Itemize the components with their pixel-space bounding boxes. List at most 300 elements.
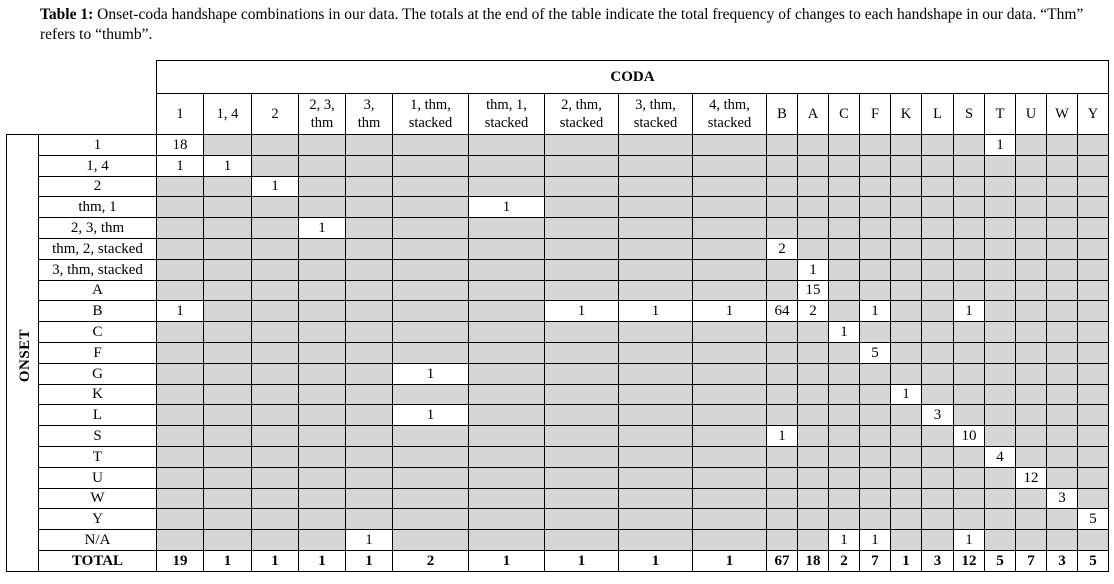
table-cell — [299, 197, 346, 218]
table-cell — [1016, 488, 1047, 509]
table-cell — [157, 509, 204, 530]
table-cell — [204, 301, 252, 322]
row-label: thm, 2, stacked — [39, 238, 157, 259]
table-cell — [204, 446, 252, 467]
table-cell — [798, 509, 829, 530]
table-cell — [891, 238, 922, 259]
table-cell — [693, 405, 767, 426]
table-cell — [1016, 446, 1047, 467]
table-cell — [346, 446, 393, 467]
table-cell — [693, 259, 767, 280]
table-cell — [798, 342, 829, 363]
table-cell — [1016, 301, 1047, 322]
table-cell — [985, 384, 1016, 405]
table-cell — [1047, 197, 1078, 218]
table-cell — [922, 280, 954, 301]
table-cell — [469, 426, 545, 447]
caption-text: Onset-coda handshape combinations in our data. The totals at the end of the table indicate the total frequency of changes to each handshape in our data. “Thm” refers to “thumb”. — [40, 6, 1084, 43]
table-cell — [393, 155, 469, 176]
table-cell — [693, 238, 767, 259]
table-cell — [1016, 155, 1047, 176]
table-cell — [1078, 342, 1109, 363]
table-cell — [1047, 238, 1078, 259]
column-header-line: 3, — [363, 97, 375, 113]
table-cell — [469, 405, 545, 426]
table-cell — [693, 176, 767, 197]
table-cell — [798, 363, 829, 384]
table-cell — [693, 488, 767, 509]
table-cell — [922, 426, 954, 447]
table-cell — [346, 363, 393, 384]
table-cell — [985, 530, 1016, 551]
table-cell — [393, 509, 469, 530]
column-header-line: F — [870, 106, 880, 122]
table-cell — [299, 446, 346, 467]
table-cell — [985, 301, 1016, 322]
column-header-line: 1, 4 — [216, 106, 239, 122]
table-cell — [693, 322, 767, 343]
table-cell — [829, 509, 860, 530]
table-cell — [346, 488, 393, 509]
table-cell: 15 — [798, 280, 829, 301]
table-cell: 1 — [954, 301, 985, 322]
column-header — [299, 94, 346, 135]
table-cell — [157, 467, 204, 488]
table-cell — [619, 259, 693, 280]
table-cell — [922, 467, 954, 488]
total-cell: 1 — [346, 550, 393, 571]
table-cell — [767, 405, 798, 426]
column-header — [393, 94, 469, 135]
table-cell — [545, 135, 619, 156]
table-cell — [252, 384, 299, 405]
table-cell — [829, 301, 860, 322]
total-cell: 1 — [693, 550, 767, 571]
table-cell — [204, 530, 252, 551]
table-cell — [860, 384, 891, 405]
table-cell — [157, 384, 204, 405]
column-header — [985, 94, 1016, 135]
row-label: A — [39, 280, 157, 301]
table-cell — [1016, 363, 1047, 384]
table-cell — [798, 322, 829, 343]
table-cell — [299, 426, 346, 447]
table-cell — [545, 488, 619, 509]
table-cell: 18 — [157, 135, 204, 156]
total-cell: 1 — [299, 550, 346, 571]
table-cell — [204, 384, 252, 405]
table-cell — [299, 488, 346, 509]
table-cell — [954, 342, 985, 363]
table-cell — [891, 467, 922, 488]
table-cell — [1016, 259, 1047, 280]
table-cell — [299, 342, 346, 363]
table-cell — [204, 259, 252, 280]
table-cell — [619, 384, 693, 405]
table-cell — [1016, 426, 1047, 447]
table-cell — [829, 363, 860, 384]
table-cell — [1016, 218, 1047, 239]
table-cell — [1016, 405, 1047, 426]
table-cell — [891, 342, 922, 363]
table-cell — [798, 176, 829, 197]
table-cell — [157, 342, 204, 363]
table-cell — [346, 322, 393, 343]
table-cell — [767, 488, 798, 509]
table-cell — [954, 446, 985, 467]
table-cell — [619, 446, 693, 467]
column-header-line: stacked — [633, 115, 678, 131]
column-header-line: stacked — [707, 115, 752, 131]
table-cell — [693, 467, 767, 488]
table-cell — [767, 197, 798, 218]
table-cell — [1078, 280, 1109, 301]
table-cell — [299, 280, 346, 301]
column-header-row — [7, 94, 1109, 135]
table-cell — [693, 135, 767, 156]
table-cell: 5 — [860, 342, 891, 363]
table-cell — [393, 446, 469, 467]
table-cell — [346, 509, 393, 530]
table-cell — [829, 135, 860, 156]
table-cell: 64 — [767, 301, 798, 322]
table-cell — [545, 405, 619, 426]
table-cell — [252, 509, 299, 530]
table-cell — [1047, 218, 1078, 239]
column-header — [860, 94, 891, 135]
column-header-line: stacked — [408, 115, 453, 131]
table-cell — [985, 363, 1016, 384]
table-cell — [985, 155, 1016, 176]
table-cell — [252, 280, 299, 301]
table-cell — [299, 384, 346, 405]
table-cell — [860, 135, 891, 156]
total-cell: 7 — [860, 550, 891, 571]
table-cell — [954, 322, 985, 343]
table-cell — [469, 342, 545, 363]
table-cell: 1 — [204, 155, 252, 176]
column-header-line: A — [807, 106, 819, 122]
table-cell — [922, 446, 954, 467]
row-label: U — [39, 467, 157, 488]
table-cell — [252, 259, 299, 280]
coda-title: CODA — [157, 61, 1109, 94]
table-cell — [954, 135, 985, 156]
coda-title-row — [7, 61, 1109, 94]
table-cell — [393, 426, 469, 447]
table-cell — [393, 342, 469, 363]
table-cell — [891, 322, 922, 343]
table-cell — [204, 197, 252, 218]
table-cell — [798, 488, 829, 509]
table-cell — [985, 176, 1016, 197]
table-cell — [393, 135, 469, 156]
table-cell — [891, 488, 922, 509]
row-label: F — [39, 342, 157, 363]
table-cell — [985, 197, 1016, 218]
total-cell: 5 — [1078, 550, 1109, 571]
row-label: N/A — [39, 530, 157, 551]
table-cell — [393, 176, 469, 197]
total-cell: 1 — [891, 550, 922, 571]
table-cell — [693, 426, 767, 447]
table-cell — [469, 259, 545, 280]
table-cell: 2 — [798, 301, 829, 322]
table-cell — [1078, 488, 1109, 509]
table-cell — [693, 446, 767, 467]
table-cell — [545, 238, 619, 259]
table-cell: 1 — [954, 530, 985, 551]
table-cell — [829, 446, 860, 467]
table-cell — [1047, 135, 1078, 156]
total-cell: 1 — [619, 550, 693, 571]
table-cell — [619, 530, 693, 551]
table-cell — [545, 176, 619, 197]
total-label: TOTAL — [39, 550, 157, 571]
table-cell: 1 — [346, 530, 393, 551]
total-cell: 12 — [954, 550, 985, 571]
table-cell — [1016, 238, 1047, 259]
row-label: W — [39, 488, 157, 509]
column-header-line: 2, thm, — [561, 97, 602, 113]
table-cell — [469, 218, 545, 239]
table-cell — [619, 426, 693, 447]
total-cell: 7 — [1016, 550, 1047, 571]
table-row — [7, 488, 1109, 509]
table-row — [7, 135, 1109, 156]
table-cell — [204, 342, 252, 363]
table-cell — [619, 405, 693, 426]
column-header-line: C — [839, 106, 849, 122]
table-cell — [469, 530, 545, 551]
table-cell — [157, 363, 204, 384]
table-cell — [954, 259, 985, 280]
table-cell: 1 — [252, 176, 299, 197]
row-label: L — [39, 405, 157, 426]
column-header — [157, 94, 204, 135]
row-label: C — [39, 322, 157, 343]
table-cell — [299, 363, 346, 384]
table-cell — [545, 426, 619, 447]
row-label: 1 — [39, 135, 157, 156]
table-cell — [204, 238, 252, 259]
table-cell — [545, 467, 619, 488]
table-cell — [619, 467, 693, 488]
table-row — [7, 176, 1109, 197]
table-row — [7, 384, 1109, 405]
onset-axis-label — [14, 325, 38, 385]
table-cell — [469, 322, 545, 343]
table-cell — [157, 280, 204, 301]
table-cell — [204, 176, 252, 197]
table-cell — [922, 238, 954, 259]
table-row — [7, 509, 1109, 530]
table-cell — [1016, 280, 1047, 301]
table-cell — [299, 405, 346, 426]
table-cell — [767, 446, 798, 467]
table-cell — [1078, 384, 1109, 405]
table-cell: 1 — [393, 405, 469, 426]
table-cell — [860, 446, 891, 467]
table-cell — [829, 259, 860, 280]
row-label: S — [39, 426, 157, 447]
table-cell — [891, 426, 922, 447]
table-cell — [954, 405, 985, 426]
table-cell — [860, 218, 891, 239]
table-cell: 1 — [157, 301, 204, 322]
row-label: Y — [39, 509, 157, 530]
column-header — [619, 94, 693, 135]
table-cell — [1047, 322, 1078, 343]
table-cell — [157, 197, 204, 218]
table-cell — [1047, 405, 1078, 426]
table-cell — [954, 197, 985, 218]
table-cell — [346, 238, 393, 259]
table-cell — [767, 467, 798, 488]
table-cell — [157, 238, 204, 259]
table-cell — [922, 218, 954, 239]
table-cell — [252, 135, 299, 156]
table-cell — [985, 322, 1016, 343]
table-cell: 1 — [693, 301, 767, 322]
row-label: 3, thm, stacked — [39, 259, 157, 280]
table-cell — [1047, 426, 1078, 447]
table-cell — [545, 218, 619, 239]
table-cell — [204, 135, 252, 156]
table-cell — [346, 176, 393, 197]
table-cell — [829, 197, 860, 218]
table-cell — [1047, 280, 1078, 301]
table-cell — [346, 197, 393, 218]
table-cell — [545, 446, 619, 467]
table-cell: 1 — [299, 218, 346, 239]
table-cell — [157, 176, 204, 197]
column-header-line: 4, thm, — [709, 97, 750, 113]
total-cell: 3 — [922, 550, 954, 571]
table-cell — [891, 363, 922, 384]
table-cell — [829, 238, 860, 259]
table-cell: 1 — [469, 197, 545, 218]
table-cell — [157, 259, 204, 280]
table-cell — [922, 363, 954, 384]
total-cell: 2 — [393, 550, 469, 571]
table-cell — [469, 280, 545, 301]
table-cell — [299, 135, 346, 156]
table-cell — [798, 155, 829, 176]
table-cell — [985, 238, 1016, 259]
table-cell — [346, 426, 393, 447]
table-cell — [829, 176, 860, 197]
table-row — [7, 301, 1109, 322]
table-cell — [252, 301, 299, 322]
column-header-line: 1, thm, — [410, 97, 451, 113]
table-cell — [860, 488, 891, 509]
table-cell — [1047, 342, 1078, 363]
table-cell — [252, 530, 299, 551]
table-cell — [860, 509, 891, 530]
table-cell — [860, 197, 891, 218]
table-cell: 1 — [891, 384, 922, 405]
table-cell — [545, 259, 619, 280]
table-row — [7, 259, 1109, 280]
table-row — [7, 446, 1109, 467]
table-cell — [252, 363, 299, 384]
table-cell — [469, 176, 545, 197]
table-cell — [619, 218, 693, 239]
table-cell — [346, 135, 393, 156]
table-cell — [619, 488, 693, 509]
table-cell — [1047, 176, 1078, 197]
table-cell — [829, 467, 860, 488]
table-cell — [767, 259, 798, 280]
table-cell — [1078, 363, 1109, 384]
column-header-line: Y — [1087, 106, 1099, 122]
table-cell: 1 — [829, 530, 860, 551]
table-caption — [40, 5, 1100, 45]
table-cell — [693, 342, 767, 363]
table-cell: 1 — [985, 135, 1016, 156]
table-cell — [469, 155, 545, 176]
table-cell — [693, 384, 767, 405]
table-row — [7, 530, 1109, 551]
table-cell — [954, 488, 985, 509]
table-cell — [922, 135, 954, 156]
table-row — [7, 238, 1109, 259]
row-label: thm, 1 — [39, 197, 157, 218]
table-cell — [954, 280, 985, 301]
table-cell — [1078, 530, 1109, 551]
table-cell — [860, 405, 891, 426]
table-cell — [1016, 197, 1047, 218]
table-cell — [693, 363, 767, 384]
row-label: 1, 4 — [39, 155, 157, 176]
table-cell — [767, 530, 798, 551]
table-cell — [545, 197, 619, 218]
table-cell — [693, 530, 767, 551]
table-cell: 1 — [619, 301, 693, 322]
table-cell — [798, 426, 829, 447]
table-cell — [157, 446, 204, 467]
table-cell — [393, 467, 469, 488]
table-cell — [829, 280, 860, 301]
table-cell — [619, 135, 693, 156]
table-cell — [1047, 509, 1078, 530]
table-cell — [860, 280, 891, 301]
table-cell — [393, 238, 469, 259]
table-cell — [693, 509, 767, 530]
table-cell — [954, 218, 985, 239]
table-cell — [1078, 218, 1109, 239]
table-row — [7, 155, 1109, 176]
table-cell — [1016, 530, 1047, 551]
table-row — [7, 467, 1109, 488]
table-cell — [985, 218, 1016, 239]
blank-corner — [7, 61, 157, 94]
table-cell — [767, 280, 798, 301]
table-cell — [252, 426, 299, 447]
table-cell — [767, 218, 798, 239]
table-row — [7, 426, 1109, 447]
table-cell: 1 — [767, 426, 798, 447]
table-cell — [469, 135, 545, 156]
table-cell — [891, 280, 922, 301]
column-header — [693, 94, 767, 135]
table-cell — [619, 280, 693, 301]
table-cell — [1078, 467, 1109, 488]
table-cell — [346, 155, 393, 176]
table-cell — [798, 238, 829, 259]
table-cell — [891, 135, 922, 156]
